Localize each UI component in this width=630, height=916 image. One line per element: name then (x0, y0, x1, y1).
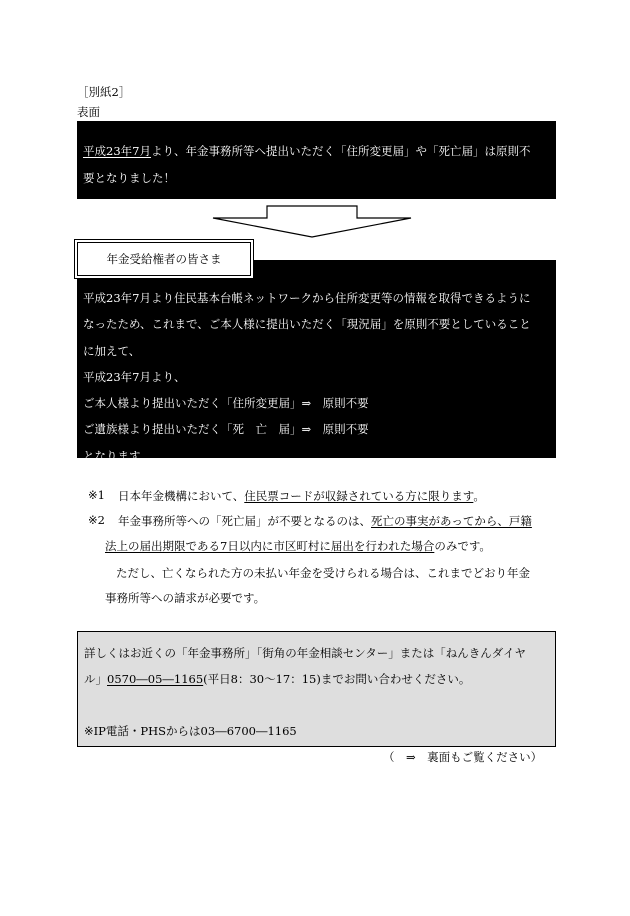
announcement-line-1-text: より、年金事務所等へ提出いただく「住所変更届」や「死亡届」は原則不 (150, 144, 531, 158)
announcement-box (77, 121, 556, 199)
note-1 (88, 488, 485, 504)
note-1-end: 。 (473, 489, 485, 503)
attachment-label: ［別紙2］ (77, 85, 131, 99)
notice-line: ご遺族様より提出いただく「死 亡 届」⇒ 原則不要 (83, 422, 369, 437)
notice-line: 平成23年7月より、 (83, 369, 186, 384)
contact-line-2-pre: ル」 (84, 672, 107, 686)
note-1-mark: ※1 (88, 488, 105, 502)
note-2-underlined-a: 死亡の事実があってから、戸籍 (371, 514, 532, 528)
note-2 (88, 513, 532, 529)
contact-phone: 0570―05―1165 (107, 672, 204, 686)
contact-line-2 (84, 666, 549, 692)
note-2-mark: ※2 (88, 513, 105, 527)
note-2-continued (105, 538, 491, 554)
announcement-date: 平成23年7月 (83, 144, 151, 158)
down-arrow-icon (211, 205, 413, 238)
note-2-end: のみです。 (434, 539, 491, 553)
notice-line: となります。 (83, 448, 152, 463)
notice-line: 平成23年7月より住民基本台帳ネットワークから住所変更等の情報を取得できるように (83, 291, 531, 305)
contact-ip-note: ※IP電話・PHSからは03―6700―1165 (84, 724, 297, 738)
side-label: 表面 (77, 105, 100, 119)
note-2-underlined-b: 法上の届出期限である7日以内に市区町村に届出を行われた場合 (105, 539, 435, 553)
notice-line: ご本人様より提出いただく「住所変更届」⇒ 原則不要 (83, 396, 369, 411)
contact-info-box (77, 631, 556, 747)
contact-hours: (平日8：30～17：15)までお問い合わせください。 (203, 672, 471, 686)
contact-line-1: 詳しくはお近くの「年金事務所」「街角の年金相談センター」または「ねんきんダイヤ (84, 646, 527, 660)
note-3-line-2: 事務所等への請求が必要です。 (105, 591, 266, 605)
note-1-underlined: 住民票コードが収録されている方に限ります (244, 489, 474, 503)
announcement-line-1 (83, 138, 550, 165)
note-3-line-1: ただし、亡くなられた方の未払い年金を受けられる場合は、これまでどおり年金 (116, 566, 530, 580)
note-2-text: 年金事務所等への「死亡届」が不要となるのは、 (118, 514, 371, 528)
announcement-line-2: 要となりました！ (83, 171, 175, 185)
notice-line: なったため、これまで、ご本人様に提出いただく「現況届」を原則不要としていること (83, 317, 531, 332)
note-1-text: 日本年金機構において、 (118, 489, 245, 503)
see-back-note: （ ⇒ 裏面もご覧ください） (383, 750, 543, 764)
recipient-tab: 年金受給権者の皆さま (77, 242, 251, 276)
main-notice-box (77, 260, 556, 463)
notice-line: に加えて、 (83, 343, 141, 358)
